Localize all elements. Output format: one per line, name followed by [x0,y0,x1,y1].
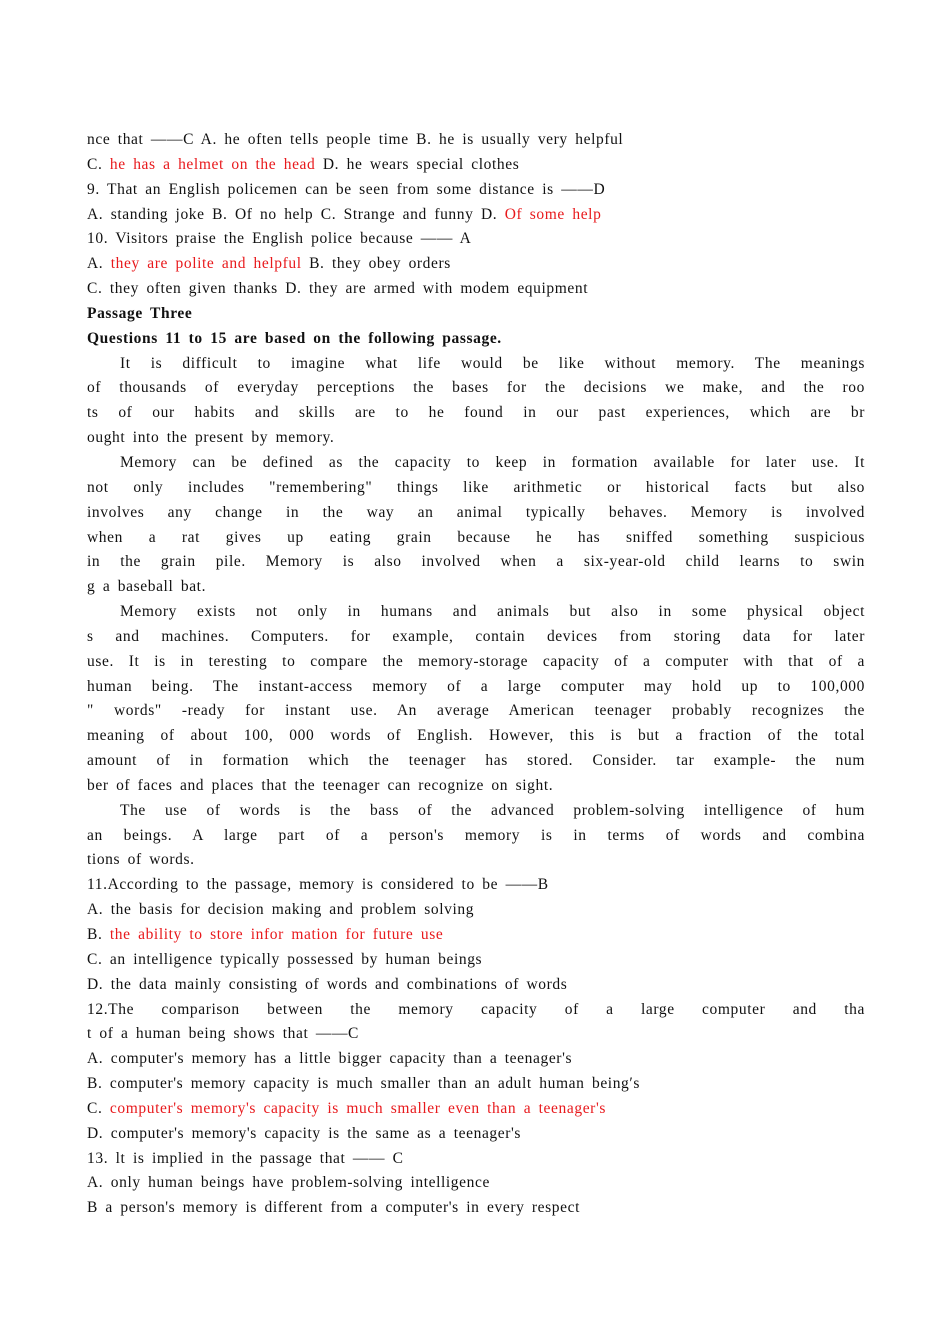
text-line [87,973,865,998]
text-segment: C. they often given thanks D. they are armed with modem equipment [87,280,589,298]
text-line [87,476,865,501]
text-line [87,824,865,849]
text-line [87,153,865,178]
heading-text: Passage Three [87,304,193,322]
text-segment: It is difficult to imagine what life would be like without memory. The meanings [120,354,865,372]
text-segment: ts of our habits and skills are to he found in our past experiences, which are br [87,404,865,422]
text-segment: A. he often tells people time B. he is usually very helpful [200,131,624,148]
text-line [87,724,865,749]
text-line [87,1022,865,1047]
text-segment: A. the basis for decision making and problem solving [87,901,475,919]
text-line [87,699,865,724]
text-segment: B. computer's memory capacity is much smaller than an adult human being′s [87,1075,641,1093]
text-segment: not only includes "remembering" things like arithmetic or historical facts but also [87,478,865,496]
text-line [87,352,865,377]
text-segment: use. It is in teresting to compare the memory-storage capacity of a computer with that of a [87,652,865,670]
text-segment: involves any change in the way an animal typically behaves. Memory is involved [87,503,865,521]
text-segment: meaning of about 100, 000 words of English. However, this is but a fraction of the total [87,727,865,745]
text-line [87,252,865,277]
text-segment: 13. lt is implied in the passage that —— C [87,1149,404,1167]
text-line [87,376,865,401]
text-segment: A. computer's memory has a little bigger capacity than a teenager's [87,1050,573,1068]
text-line [87,1171,865,1196]
answer-text: Of some help [504,205,602,223]
answer-text: the ability to store infor mation for future use [109,926,444,943]
text-segment: 9. That an English policemen can be seen from some distance is ——D [87,180,606,198]
text-segment: ber of faces and places that the teenager can recognize on sight. [87,776,554,794]
text-segment: B a person's memory is different from a computer's in every respect [87,1199,580,1217]
text-line [87,178,865,203]
text-line [87,1147,865,1172]
text-segment: t of a human being shows that ——C [87,1025,359,1043]
heading-text: Questions 11 to 15 are based on the following passage. [87,329,502,347]
text-line [87,327,865,352]
text-segment: tions of words. [87,851,195,869]
text-line [87,227,865,252]
answer-text: he has a helmet on the head [109,155,316,173]
text-line [87,898,865,923]
text-segment: A. only human beings have problem-solving intelligence [87,1174,490,1192]
text-segment: D. computer's memory's capacity is the same as a teenager's [87,1124,522,1142]
text-segment: C. [87,155,110,173]
text-line [87,401,865,426]
text-line [87,1196,865,1221]
text-segment: Memory exists not only in humans and animals but also in some physical object [120,603,865,621]
text-segment: A. standing joke B. Of no help C. Strange and funny D. [87,205,505,223]
text-line [87,1122,865,1147]
text-line [87,923,865,948]
text-segment: of thousands of everyday perceptions the bases for the decisions we make, and the roo [87,379,865,397]
text-segment: nce that ——C [87,131,201,148]
text-line [87,948,865,973]
answer-text: computer's memory's capacity is much smaller even than a teenager's [109,1099,606,1117]
text-line [87,526,865,551]
text-line [87,1097,865,1122]
text-line [87,277,865,302]
text-segment: C. an intelligence typically possessed by human beings [87,950,483,968]
text-line [87,600,865,625]
text-line [87,575,865,600]
text-segment: ought into the present by memory. [87,429,335,447]
text-line [87,1072,865,1097]
text-segment: an beings. A large part of a person's memory is in terms of words and combina [87,826,865,844]
text-segment: in the grain pile. Memory is also involved when a six-year-old child learns to swin [87,553,865,571]
text-segment: A. [87,255,111,273]
text-segment: human being. The instant-access memory of a large computer may hold up to 100,000 [87,677,865,695]
text-line [87,873,865,898]
text-line [87,501,865,526]
document-page [87,128,865,1221]
text-line [87,799,865,824]
text-line [87,650,865,675]
text-line [87,550,865,575]
text-line [87,1047,865,1072]
text-segment: s and machines. Computers. for example, contain devices from storing data for later [87,627,865,645]
text-line [87,625,865,650]
text-segment: 11.According to the passage, memory is considered to be ——B [87,876,549,894]
text-line [87,998,865,1023]
text-line [87,426,865,451]
text-segment: Memory can be defined as the capacity to keep in formation available for later use. It [120,453,865,471]
text-line [87,128,865,153]
text-segment: The use of words is the bass of the advanced problem-solving intelligence of hum [120,801,865,819]
text-line [87,749,865,774]
text-line [87,675,865,700]
text-line [87,203,865,228]
text-segment: D. he wears special clothes [315,155,520,173]
text-segment: " words" -ready for instant use. An average American teenager probably recognizes the [87,702,865,720]
text-segment: 10. Visitors praise the English police because —— A [87,230,472,248]
text-segment: when a rat gives up eating grain because he has sniffed something suspicious [87,528,865,546]
text-segment: B. [87,926,110,943]
answer-text: they are polite and helpful [110,255,302,273]
text-line [87,848,865,873]
text-segment: amount of in formation which the teenager has stored. Consider. tar example- the num [87,752,865,770]
text-segment: 12.The comparison between the memory capacity of a large computer and tha [87,1000,865,1018]
text-line [87,451,865,476]
text-segment: C. [87,1099,110,1117]
text-segment: g a baseball bat. [87,578,207,596]
text-line [87,774,865,799]
text-segment: D. the data mainly consisting of words and combinations of words [87,975,568,993]
text-segment: B. they obey orders [301,255,451,273]
text-line [87,302,865,327]
